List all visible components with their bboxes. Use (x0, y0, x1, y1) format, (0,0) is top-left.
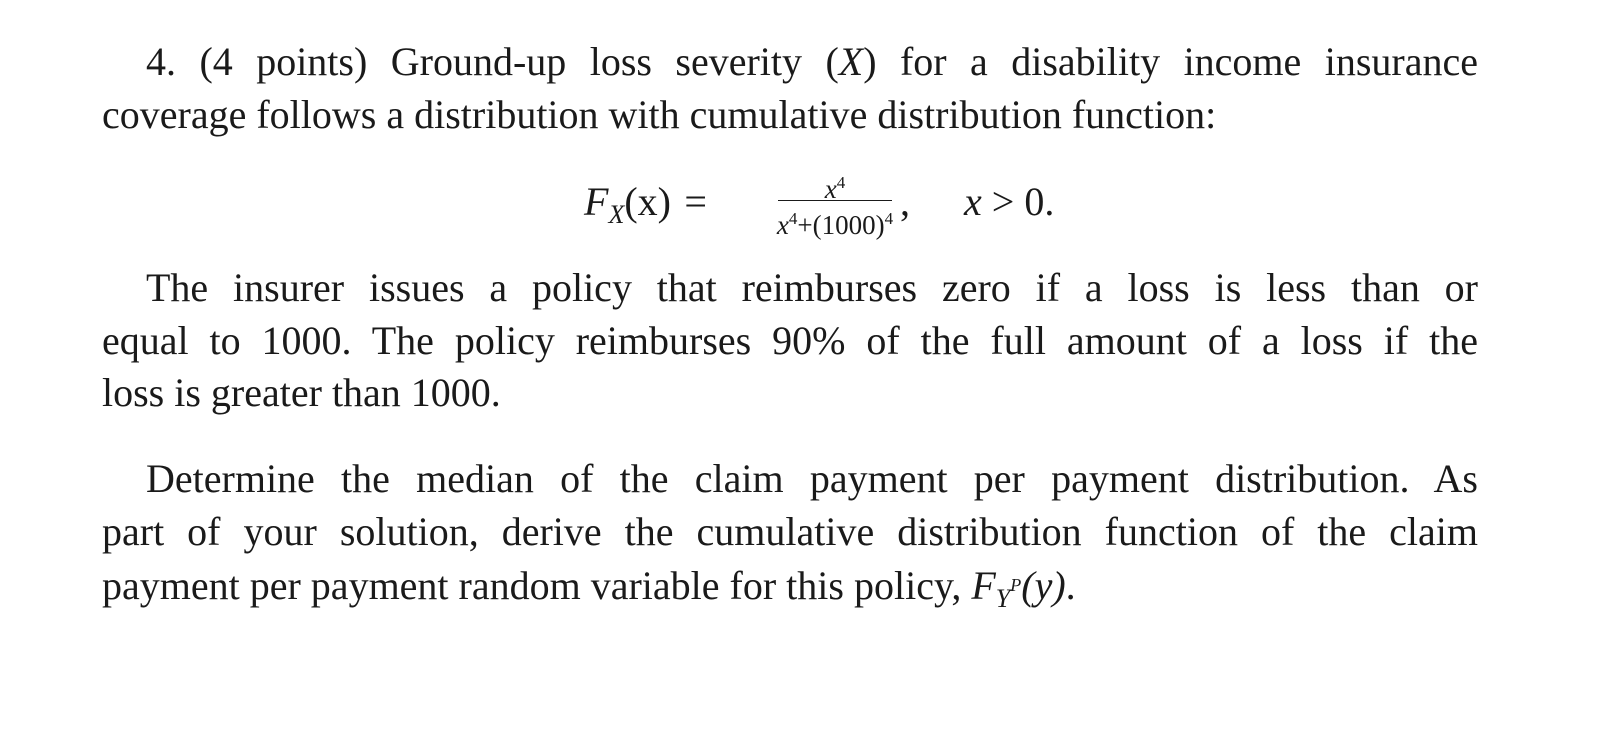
cdf-symbol: F (971, 563, 996, 608)
policy-line-1: The insurer issues a policy that reimburses zero if a loss is less than or (146, 265, 1478, 310)
problem-points: (4 points) (199, 39, 368, 84)
policy-line-3: loss is greater than 1000. (102, 370, 501, 415)
problem-intro-line-2: coverage follows a distribution with cumulative distribution function: (102, 92, 1217, 137)
equation-condition: x > 0. (964, 179, 1055, 224)
equation-fraction (778, 166, 892, 238)
problem-number: 4. (146, 39, 176, 84)
equation-lhs: $F_X(x)$ = (584, 179, 707, 229)
random-variable-x: X (838, 39, 864, 84)
fraction-bar (778, 200, 892, 201)
equation-comma: , (900, 179, 910, 224)
task-line-2: part of your solution, derive the cumulative distribution function of the claim (102, 509, 1478, 554)
fraction-numerator: $x^4$ (824, 173, 846, 204)
policy-line-2: equal to 1000. The policy reimburses 90% of the full amount of a loss if the (102, 318, 1478, 363)
problem-intro-line-1: 4. (4 points) Ground-up loss severity (X) for a disability income insurance (146, 39, 1478, 84)
task-line-1: Determine the median of the claim payment per payment distribution. As (146, 456, 1478, 501)
task-line-3: payment per payment random variable for this policy, $F_Y^P(y)$. (102, 563, 1076, 613)
fraction-denominator: $x^4+(1000)^4$ (776, 209, 894, 240)
